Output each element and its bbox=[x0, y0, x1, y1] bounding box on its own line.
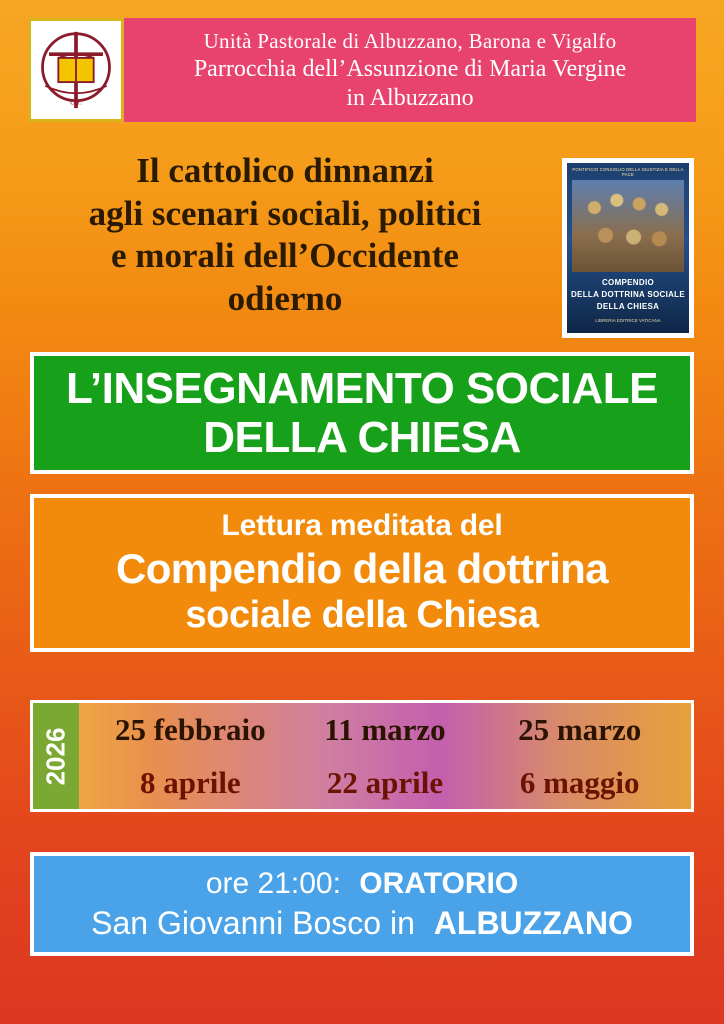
date-item: 11 marzo bbox=[324, 711, 446, 747]
venue-line-1 bbox=[206, 867, 518, 901]
venue-town-label: ALBUZZANO bbox=[433, 904, 633, 941]
venue-line-2 bbox=[91, 905, 633, 942]
green-line-2: DELLA CHIESA bbox=[203, 413, 521, 462]
venue-name-label: San Giovanni Bosco in bbox=[91, 904, 415, 941]
book-title-line-3: DELLA CHIESA bbox=[596, 301, 660, 311]
venue-type-label: ORATORIO bbox=[359, 866, 519, 900]
book-top-text: PONTIFICIO CONSIGLIO DELLA GIUSTIZIA E DELLA PACE bbox=[572, 167, 684, 178]
crest-artwork bbox=[36, 26, 116, 114]
book-publisher: LIBRERIA EDITRICE VATICANA bbox=[595, 318, 661, 324]
book-cover-art bbox=[567, 163, 689, 333]
orange-line-2: Compendio della dottrina bbox=[116, 545, 608, 592]
dates-grid bbox=[79, 703, 691, 809]
intro-line-3: e morali dell’Occidente bbox=[111, 236, 459, 276]
intro-title bbox=[30, 150, 540, 321]
svg-text:U.P.: U.P. bbox=[69, 97, 83, 107]
dates-band bbox=[30, 700, 694, 812]
church-crest-icon bbox=[28, 18, 124, 122]
book-title-line-1: COMPENDIO bbox=[601, 278, 655, 288]
date-item: 22 aprile bbox=[326, 764, 444, 800]
date-item: 8 aprile bbox=[139, 764, 241, 800]
header-line-1: Unità Pastorale di Albuzzano, Barona e Vigalfo bbox=[203, 28, 617, 53]
intro-line-2: agli scenari sociali, politici bbox=[88, 193, 482, 233]
green-title-band bbox=[30, 352, 694, 474]
header-line-2: Parrocchia dell’Assunzione di Maria Vergine bbox=[193, 55, 627, 82]
intro-line-1: Il cattolico dinnanzi bbox=[136, 151, 434, 190]
header-band bbox=[124, 18, 696, 122]
header-line-3: in Albuzzano bbox=[346, 84, 474, 111]
orange-line-1: Lettura meditata del bbox=[221, 509, 503, 542]
header bbox=[28, 18, 696, 122]
orange-subtitle-band bbox=[30, 494, 694, 652]
year-box bbox=[33, 703, 79, 809]
venue-band bbox=[30, 852, 694, 956]
intro-line-4: odierno bbox=[227, 279, 343, 319]
date-item: 6 maggio bbox=[519, 764, 640, 800]
book-artwork bbox=[572, 180, 684, 272]
orange-line-3: sociale della Chiesa bbox=[185, 594, 539, 636]
green-band-text bbox=[66, 364, 658, 463]
book-cover-image bbox=[562, 158, 694, 338]
time-label: ore 21:00: bbox=[205, 866, 341, 900]
year-label: 2026 bbox=[40, 727, 71, 785]
date-item: 25 marzo bbox=[518, 711, 642, 747]
date-item: 25 febbraio bbox=[114, 711, 266, 747]
book-title-line-2: DELLA DOTTRINA SOCIALE bbox=[570, 289, 685, 299]
green-line-1: L’INSEGNAMENTO SOCIALE bbox=[65, 363, 659, 413]
